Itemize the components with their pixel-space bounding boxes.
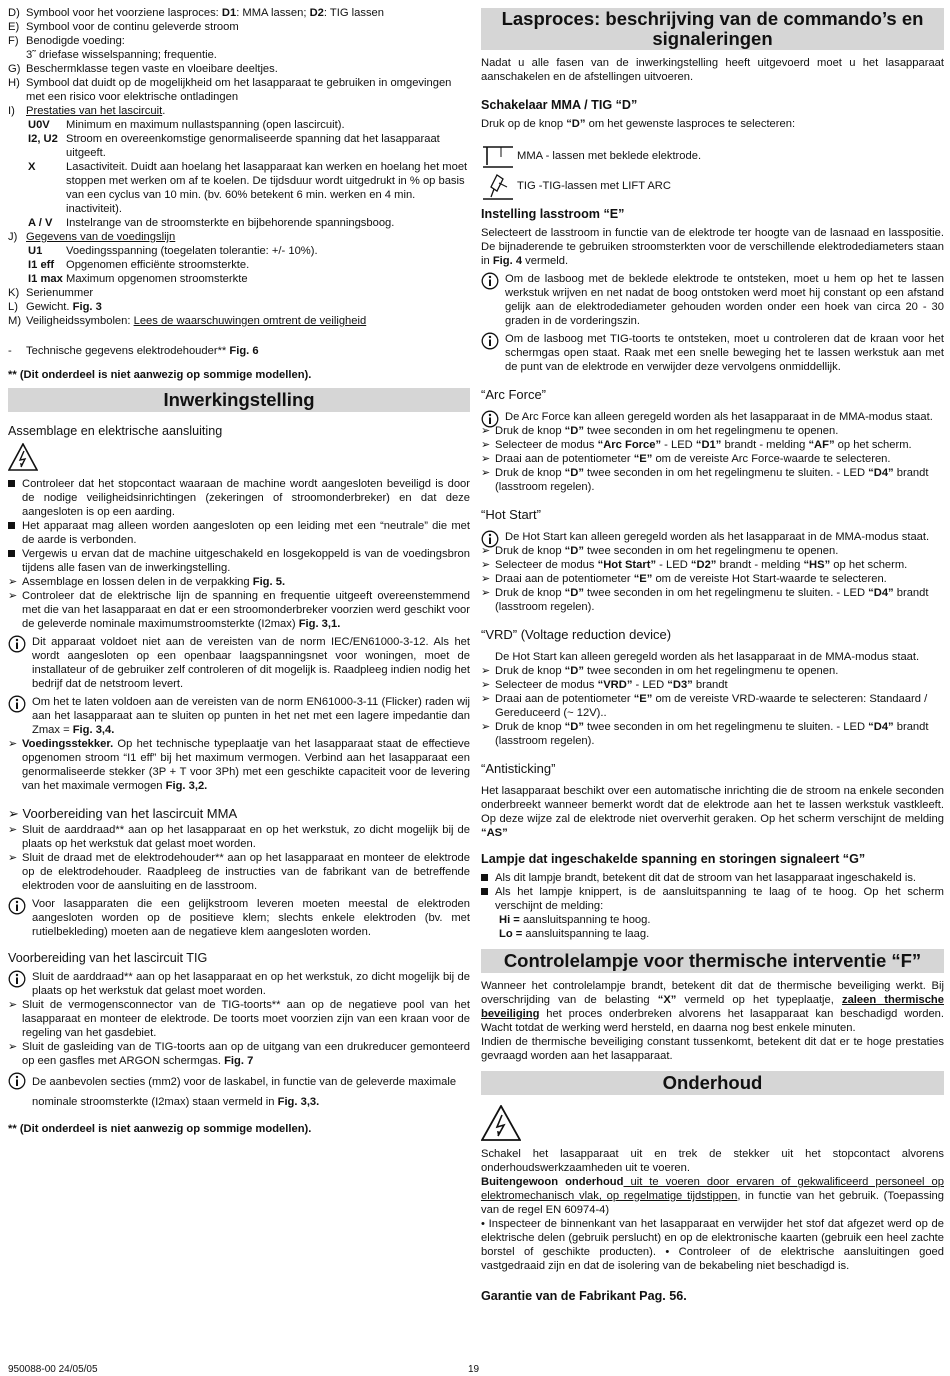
footnote-models: ** (Dit onderdeel is niet aanwezig op sommige modellen).	[8, 369, 312, 381]
arrow-arc-4: ➢ Druk de knop “D” twee seconden in om het regelingmenu te sluiten. - LED “D4” brandt (lasstroom regelen).	[481, 467, 929, 493]
banner-onderhoud: Onderhoud	[481, 1071, 944, 1095]
spec-i1eff: I1 eff Opgenomen efficiënte stroomsterkte.	[28, 259, 250, 271]
spec-u1: U1 Voedingsspanning (toegelaten tolerantie: +/- 10%).	[28, 245, 318, 257]
list-item-g: G) Beschermklasse tegen vaste en vloeibare deeltjes.	[8, 63, 278, 75]
spec-av: A / V Instelrange van de stroomsterkte en bijbehorende spanningsboog.	[28, 217, 395, 229]
onderhoud-text-3: • Inspecteer de binnenkant van het lasapparaat en verwijder het stof dat afgezet werd op de elektrische delen (gebruik perslucht) en op de elektronische kaarten (gebruik een heel zachte borstel of geschikte producten). • Controleer of de elektrische aansluitingen goed vastgedraaid zijn en dat de isolering van de bekabeling niet beschadigd is.	[481, 1218, 944, 1272]
arrow-arc-3: ➢ Draai aan de potentiometer “E” om de vereiste Arc Force-waarde te selecteren.	[481, 453, 891, 465]
list-item-i: I) Prestaties van het lascircuit.	[8, 105, 166, 117]
vrd-info: De Hot Start kan alleen geregeld worden als het lasapparaat in de MMA-modus staat.	[495, 651, 920, 663]
info-gelijkstroom: Voor lasapparaten die een gelijkstroom leveren moeten meestal de elektroden aangesloten worden op de positieve klem; slechts enkele elektroden (bv. met rutielbekleding) moeten aan de negatieve klem aangesloten worden.	[8, 897, 470, 939]
schakelaar-text: Druk op de knop “D” om het gewenste lasproces te selecteren:	[481, 118, 796, 130]
thermisch-text: Wanneer het controlelampje brandt, betekent dit dat de thermische beveiliging werkt. Bij overschrijding van de belasting “X” vermeld op het typeplaatje, zaleen thermische beveiliging het proces onderbreken alvorens het lasapparaat kan beschadigd worden. Wacht totdat de werking werd hersteld, en daarna nog best enkele minuten.	[481, 980, 944, 1034]
list-item-dash: - Technische gegevens elektrodehouder** Fig. 6	[8, 345, 259, 357]
heading-instelling: Instelling lasstroom “E”	[481, 207, 625, 221]
instelling-text: Selecteert de lasstroom in functie van de elektrode ter hoogte van de lasnaad en lasspositie. De bijnaderende te gebruiken stroomsterkten voor de verschillende elektrodediameters staan in Fig. 4 vermeld.	[481, 227, 944, 267]
info-i-icon	[8, 970, 26, 992]
arrow-vrd-4: ➢ Druk de knop “D” twee seconden in om het regelingmenu te sluiten. - LED “D4” brandt (lasstroom regelen).	[481, 721, 929, 747]
info-i-icon	[8, 635, 26, 657]
arrow-arc-1: ➢ Druk de knop “D” twee seconden in om het regelingmenu te openen.	[481, 425, 839, 437]
list-item-m: M) Veiligheidssymbolen: Lees de waarschuwingen omtrent de veiligheid	[8, 315, 367, 327]
arrow-hot-3: ➢ Draai aan de potentiometer “E” om de vereiste Hot Start-waarde te selecteren.	[481, 573, 887, 585]
list-item-d: D) Symbool voor het voorziene lasproces: D1: MMA lassen; D2: TIG lassen	[8, 7, 384, 19]
footer-docid: 950088-00 24/05/05	[8, 1364, 98, 1375]
info-beklede-elektrode: Om de lasboog met de beklede elektrode te ontsteken, moet u hem op het te lassen werkstuk wrijven en net nadat de boog ontstoken werd moet hij constant op een afstand gelijk aan de elektrodediameter gehouden worden onder een hoek van circa 20 - 30 graden in de vorderingszin.	[481, 272, 944, 328]
list-item-f: F) Benodigde voeding: 3˜ driefase wisselspanning; frequentie.	[8, 35, 217, 61]
arrow-vrd-2: ➢ Selecteer de modus “VRD” - LED “D3” brandt	[481, 679, 728, 691]
arrow-mma-elektrodehouder: ➢ Sluit de draad met de elektrodehouder** aan op het lasapparaat en monteer de elektrode op de elektrodehouder. Raadpleeg de instructies van de fabrikant van de betreffende elektroden voor de aansluiting en de lasstroom.	[8, 852, 470, 892]
tig-torch-icon	[481, 173, 515, 201]
onderhoud-text-2: Buitengewoon onderhoud uit te voeren door ervaren of gekwalificeerd personeel op elektromechanisch vlak, op regelmatige tijdstippen, in functie van het gebruik. (Toepassing van de regel EN 60974-4)	[481, 1176, 944, 1216]
info-hot-start: De Hot Start kan alleen geregeld worden als het lasapparaat in de MMA-modus staat.	[481, 530, 944, 544]
melding-hi: Hi = aansluitspanning te hoog.	[499, 914, 651, 926]
thermisch-text-2: Indien de thermische beveiliging constant tussenkomt, betekent dit dat er te hoge prestaties gevraagd worden aan het lasapparaat.	[481, 1036, 944, 1062]
spec-x: X Lasactiviteit. Duidt aan hoelang het lasapparaat kan werken en hoelang het moet stoppen met werken om af te koelen. De tijdsduur wordt uitgedrukt in % op basis van een cyclus van 10 min. (bv. 60% betekent 6 min. werken en 4 min. inactiviteit).	[28, 161, 468, 215]
footnote-models-2: ** (Dit onderdeel is niet aanwezig op sommige modellen).	[8, 1123, 312, 1135]
lightning-warning-icon	[481, 1105, 944, 1145]
info-tig-toorts: Om de lasboog met TIG-toorts te ontsteken, moet u controleren dat de kraan voor het schermgas open staat. Raak met een snelle beweging het te lassen werkstuk aan met de punt van de elektrode en verwijder deze vervolgens onmiddellijk.	[481, 332, 944, 374]
bullet-lamp-brandt: Als dit lampje brandt, betekent dit dat de stroom van het lasapparaat ingeschakeld is.	[481, 871, 944, 885]
heading-hot-start: “Hot Start”	[481, 507, 541, 522]
list-item-l: L) Gewicht. Fig. 3	[8, 301, 102, 313]
arrow-vrd-3: ➢ Draai aan de potentiometer “E” om de vereiste VRD-waarde te selecteren: Standaard / Gereduceerd (~ 12V)..	[481, 693, 928, 719]
melding-lo: Lo = aansluitspanning te laag.	[499, 928, 650, 940]
lightning-warning-icon	[8, 443, 470, 475]
list-item-k: K) Serienummer	[8, 287, 94, 299]
arrow-assemblage: ➢ Assemblage en lossen delen in de verpakking Fig. 5.	[8, 576, 286, 588]
mma-electrode-icon	[481, 143, 515, 169]
heading-arc-force: “Arc Force”	[481, 387, 546, 402]
arrow-vrd-1: ➢ Druk de knop “D” twee seconden in om het regelingmenu te openen.	[481, 665, 839, 677]
onderhoud-text-1: Schakel het lasapparaat uit en trek de stekker uit het stopcontact alvorens onderhoudswerkzaamheden uit te voeren.	[481, 1148, 944, 1174]
arrow-hot-2: ➢ Selecteer de modus “Hot Start” - LED “D2” brandt - melding “HS” op het scherm.	[481, 559, 908, 571]
info-tig-aarddraad: Sluit de aarddraad** aan op het lasapparaat en op het werkstuk, zo dicht mogelijk bij de plaats op het werkstuk dat gelast moet worden.	[8, 970, 470, 998]
list-item-e: E) Symbool voor de continu geleverde stroom	[8, 21, 239, 33]
spec-i2u2: I2, U2 Stroom en overeenkomstige genormaliseerde spanning dat het lasapparaat uitgeeft.	[28, 133, 440, 159]
intro-text: Nadat u alle fasen van de inwerkingstelling heeft uitgevoerd moet u het lasapparaat aanschakelen en de afstellingen uitvoeren.	[481, 57, 944, 83]
antisticking-text: Het lasapparaat beschikt over een automatische inrichting die de stroom na enkele seconden onderbreekt wanneer bemerkt wordt dat de elektrode aan het te lassen werkstuk vastkleeft. Op deze wijze zal de elektrode niet oververhit geraken. Op het scherm verschijnt de melding “AS”	[481, 785, 944, 839]
bullet-uitgeschakeld: Vergewis u ervan dat de machine uitgeschakeld en losgekoppeld is van de voedingsbron tijdens alle fasen van de inwerkingstelling.	[8, 547, 470, 575]
info-flicker: Om het te laten voldoen aan de vereisten van de norm EN61000-3-11 (Flicker) raden wij aan het lasapparaat aan te sluiten op punten in het net met een lagere impedantie dan Zmax = Fig. 3,4.	[8, 695, 470, 737]
list-item-j: J) Gegevens van de voedingslijn	[8, 231, 176, 243]
footer-page-number: 19	[468, 1364, 480, 1375]
banner-thermisch: Controlelampje voor thermische interventie “F”	[481, 949, 944, 973]
info-i-icon	[481, 332, 499, 354]
arrow-tig-gasleiding: ➢ Sluit de gasleiding van de TIG-toorts aan op de uitgang van een drukreducer gemonteerd op een gasfles met ARGON schermgas. Fig. 7	[8, 1041, 470, 1067]
info-arc-force: De Arc Force kan alleen geregeld worden als het lasapparaat in de MMA-modus staat.	[481, 410, 944, 424]
heading-assemblage: Assemblage en elektrische aansluiting	[8, 424, 223, 438]
heading-antisticking: “Antisticking”	[481, 761, 556, 776]
arrow-tig-vermogensconnector: ➢ Sluit de vermogensconnector van de TIG-toorts** aan op de negatieve pool van het lasapparaat en monteer de elektrode. De toorts moet voorzien zijn van een kraan voor de regeling van het gasdebiet.	[8, 999, 470, 1039]
heading-lampje: Lampje dat ingeschakelde spanning en storingen signaleert “G”	[481, 852, 866, 866]
info-secties: De aanbevolen secties (mm2) voor de laskabel, in functie van de geleverde maximale nominale stroomsterkte (I2max) staan vermeld in Fig. 3,3.	[8, 1072, 470, 1112]
arrow-controleer-lijn: ➢ Controleer dat de elektrische lijn de spanning en frequentie uitgeeft overeenstemmend met die van het lasapparaat en dat er een stroomonderbreker voorzien werd geschikt voor de geleverde nominale maximumstroomsterkte (I2max) Fig. 3,1.	[8, 590, 470, 630]
arrow-hot-4: ➢ Druk de knop “D” twee seconden in om het regelingmenu te sluiten. - LED “D4” brandt (lasstroom regelen).	[481, 587, 929, 613]
bullet-stopcontact: Controleer dat het stopcontact waaraan de machine wordt aangesloten beveiligd is door de nodige veiligheidsinrichtingen (zekeringen of stroomonderbreker) en dat deze aangesloten is op een aarding.	[8, 477, 470, 519]
banner-lasproces: Lasproces: beschrijving van de commando’s en signaleringen	[481, 8, 944, 50]
heading-schakelaar: Schakelaar MMA / TIG “D”	[481, 98, 638, 112]
left-column	[8, 6, 470, 1136]
mma-mode-row: MMA - lassen met beklede elektrode.	[481, 143, 944, 167]
arrow-arc-2: ➢ Selecteer de modus “Arc Force” - LED “D1” brandt - melding “AF” op het scherm.	[481, 439, 912, 451]
heading-tig: Voorbereiding van het lascircuit TIG	[8, 951, 208, 965]
bullet-lamp-knippert: Als het lampje knippert, is de aansluitspanning te laag of te hoog. Op het scherm verschijnt de melding:	[481, 885, 944, 913]
heading-vrd: “VRD” (Voltage reduction device)	[481, 627, 672, 642]
info-i-icon	[8, 1072, 26, 1097]
tig-mode-row: TIG -TIG-lassen met LIFT ARC	[481, 173, 944, 199]
info-iec-norm: Dit apparaat voldoet niet aan de vereisten van de norm IEC/EN61000-3-12. Als het wordt aangesloten op een openbaar laagspanningsnet voor woningen, moet de installateur of de gebruiker zelf controleren of dit mogelijk is. Raadpleeg indien nodig het bedrijf dat de netstroom levert.	[8, 635, 470, 691]
banner-inwerkingstelling: Inwerkingstelling	[8, 388, 470, 412]
info-i-icon	[8, 897, 26, 919]
heading-mma: ➢ Voorbereiding van het lascircuit MMA	[8, 806, 238, 821]
arrow-hot-1: ➢ Druk de knop “D” twee seconden in om het regelingmenu te openen.	[481, 545, 839, 557]
arrow-voedingsstekker: ➢ Voedingsstekker. Op het technische typeplaatje van het lasapparaat staat de effectieve opgenomen stroom “I1 eff” bij het maximum vermogen. Verbind aan het lasapparaat een genormaliseerde stekker (3P + T voor 3Ph) met een geschikte capaciteit voor de levering van het maximale vermogen Fig. 3,2.	[8, 738, 470, 792]
spec-i1max: I1 max Maximum opgenomen stroomsterkte	[28, 273, 248, 285]
list-item-h: H) Symbool dat duidt op de mogelijkheid om het lasapparaat te gebruiken in omgevingen met een risico voor elektrische ontladingen	[8, 77, 452, 103]
bullet-neutraal: Het apparaat mag alleen worden aangesloten op een leiding met een “neutrale” die met de aarde is verbonden.	[8, 519, 470, 547]
info-i-icon	[481, 272, 499, 294]
right-column	[481, 6, 944, 1303]
garantie-link: Garantie van de Fabrikant Pag. 56.	[481, 1289, 687, 1303]
info-i-icon	[8, 695, 26, 717]
spec-u0v: U0V Minimum en maximum nullastspanning (open lascircuit).	[28, 119, 345, 131]
arrow-mma-aarddraad: ➢ Sluit de aarddraad** aan op het lasapparaat en op het werkstuk, zo dicht mogelijk bij de plaats op het werkstuk dat gelast moet worden.	[8, 824, 470, 850]
